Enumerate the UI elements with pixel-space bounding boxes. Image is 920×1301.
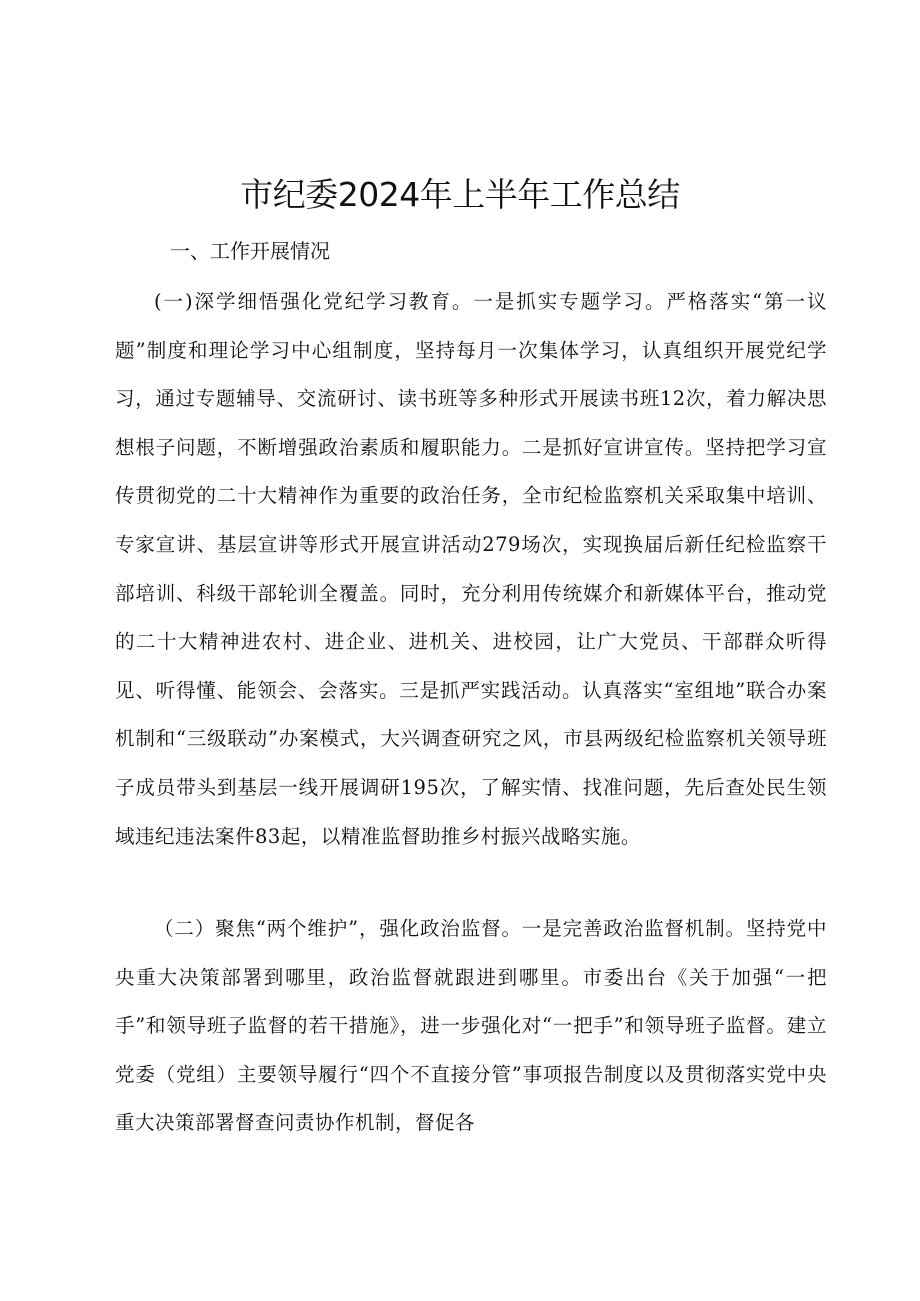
paragraph-2: （二）聚焦“两个维护”，强化政治监督。一是完善政治监督机制。坚持党中央重大决策部署到哪里，政治监督就跟进到哪里。市委出台《关于加强“一把手”和领导班子监督的若干措施》，进一步强化对“一把手”和领导班子监督。建立党委（党组）主要领导履行“四个不直接分管”事项报告制度以及贯彻落实党中央重大决策部署督查问责协作机制，督促各 (115, 917, 827, 1135)
section-heading: 一、工作开展情况 (170, 239, 330, 263)
document-title: 市纪委2024年上半年工作总结 (240, 175, 680, 214)
paragraph-1: (一)深学细悟强化党纪学习教育。一是抓实专题学习。严格落实“第一议题”制度和理论学习中心组制度，坚持每月一次集体学习，认真组织开展党纪学习，通过专题辅导、交流研讨、读书班等多种形式开展读书班12次，着力解决思想根子问题，不断增强政治素质和履职能力。二是抓好宣讲宣传。坚持把学习宣传贯彻党的二十大精神作为重要的政治任务，全市纪检监察机关采取集中培训、专家宣讲、基层宣讲等形式开展宣讲活动279场次，实现换届后新任纪检监察干部培训、科级干部轮训全覆盖。同时，充分利用传统媒介和新媒体平台，推动党的二十大精神进农村、进企业、进机关、进校园，让广大党员、干部群众听得见、听得懂、能领会、会落实。三是抓严实践活动。认真落实“室组地”联合办案机制和“三级联动”办案模式，大兴调查研究之风，市县两级纪检监察机关领导班子成员带头到基层一线开展调研195次，了解实情、找准问题，先后查处民生领域违纪违法案件83起，以精准监督助推乡村振兴战略实施。 (115, 290, 827, 848)
